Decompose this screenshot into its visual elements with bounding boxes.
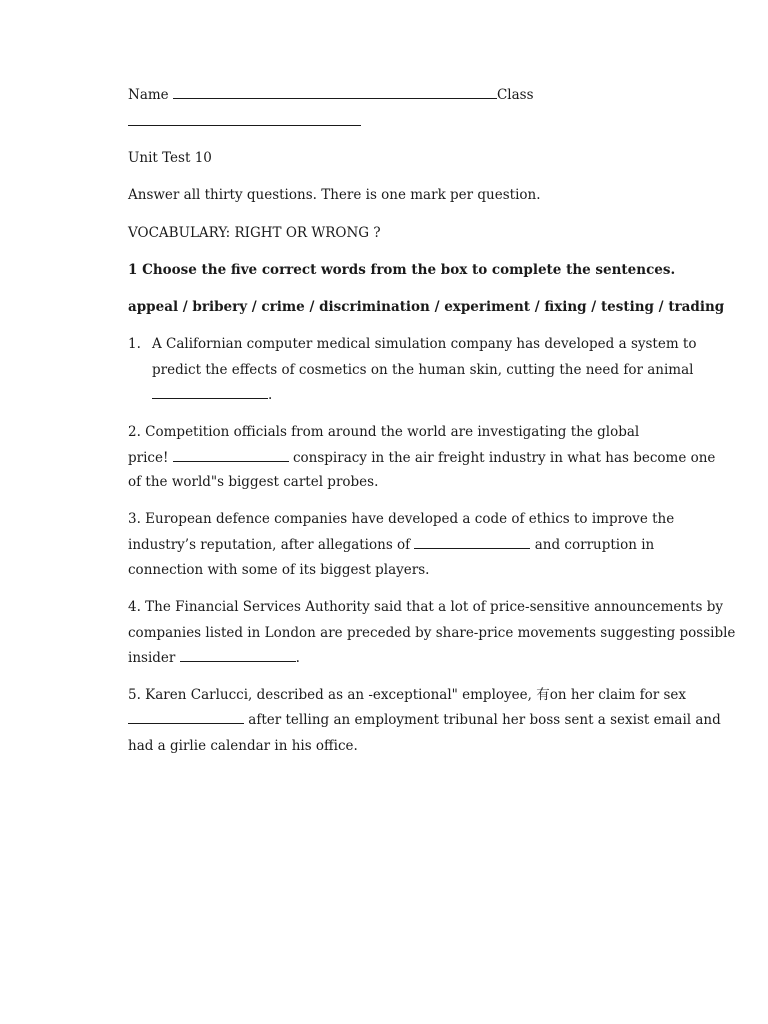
class-label: Class	[496, 87, 534, 103]
question-3-blank	[414, 536, 530, 549]
question-1-number: 1.	[128, 336, 141, 352]
class-blank	[128, 125, 361, 126]
question-4-blank	[180, 649, 296, 662]
question-5-blank	[128, 711, 244, 724]
question-2-line-3: of the world"s biggest cartel probes.	[128, 474, 379, 490]
question-5-line-3: had a girlie calendar in his office.	[128, 738, 358, 754]
question-3-line-1: 3. European defence companies have developed a code of ethics to improve the	[128, 511, 675, 527]
name-class-line	[128, 86, 534, 104]
question-5-line-1: 5. Karen Carlucci, described as an -exceptional" employee, 有on her claim for sex	[128, 687, 686, 703]
instructions: Answer all thirty questions. There is one mark per question.	[128, 187, 541, 203]
question-2-line-1: 2. Competition officials from around the world are investigating the global	[128, 424, 640, 440]
question-4-line-2: companies listed in London are preceded by share-price movements suggesting possible	[128, 625, 736, 641]
question-1-line-3: .	[152, 386, 272, 404]
question-1-blank	[152, 386, 268, 399]
question-1-line-1: 1. A Californian computer medical simulation company has developed a system to	[128, 336, 697, 352]
word-box: appeal / bribery / crime / discrimination / experiment / fixing / testing / trading	[128, 299, 725, 315]
task-instruction: 1 Choose the five correct words from the box to complete the sentences.	[128, 262, 676, 278]
question-1-line-2: predict the effects of cosmetics on the human skin, cutting the need for animal	[152, 362, 694, 378]
question-2-line-2: price! conspiracy in the air freight industry in what has become one	[128, 450, 716, 466]
question-2-blank	[173, 449, 289, 462]
question-4-line-3: insider .	[128, 650, 300, 666]
question-3-line-3: connection with some of its biggest players.	[128, 562, 430, 578]
question-5-line-2: after telling an employment tribunal her boss sent a sexist email and	[128, 711, 721, 729]
question-3-line-2: industry’s reputation, after allegations of and corruption in	[128, 537, 655, 553]
section-heading: VOCABULARY: RIGHT OR WRONG ?	[128, 225, 381, 241]
page-title: Unit Test 10	[128, 150, 212, 166]
name-label: Name	[128, 87, 173, 103]
name-blank	[173, 86, 497, 99]
question-4-line-1: 4. The Financial Services Authority said that a lot of price-sensitive announcements by	[128, 599, 723, 615]
